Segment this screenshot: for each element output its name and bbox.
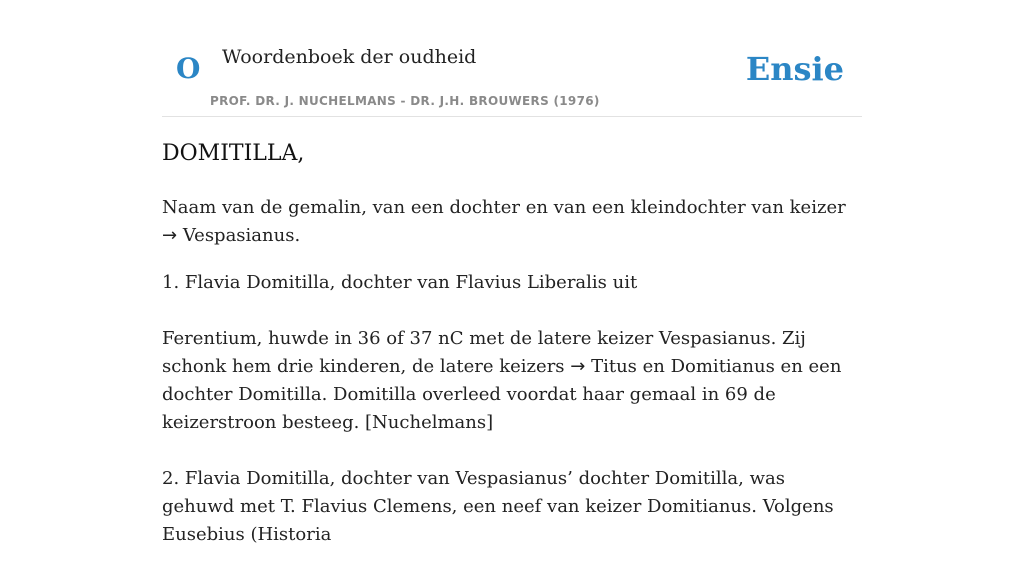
book-title-link[interactable]: Woordenboek der oudheid bbox=[222, 46, 477, 68]
paragraph-2-text-end: Titus en Domitianus en een dochter Domitilla. Domitilla overleed voordat haar gemaal in 69 de keizerstroon besteeg. [Nuchelmans] bbox=[162, 356, 842, 433]
letter-index-link[interactable]: O bbox=[176, 52, 201, 85]
paragraph-3: 2. Flavia Domitilla, dochter van Vespasianus’ dochter Domitilla, was gehuwd met T. Flavius Clemens, een neef van keizer Domitianus. Volgens Eusebius (Historia bbox=[162, 468, 834, 545]
ensie-logo[interactable]: Ensie bbox=[745, 50, 844, 88]
entry-intro bbox=[162, 194, 862, 250]
entry-title: DOMITILLA, bbox=[162, 141, 305, 166]
intro-text-end: Vespasianus. bbox=[177, 225, 301, 246]
titus-link-arrow-icon[interactable]: → bbox=[570, 356, 586, 377]
article bbox=[162, 136, 862, 568]
paragraph-2-text: Ferentium, huwde in 36 of 37 nC met de latere keizer Vespasianus. Zij schonk hem drie kinderen, de latere keizers bbox=[162, 328, 806, 377]
header bbox=[162, 0, 862, 117]
paragraph-1: 1. Flavia Domitilla, dochter van Flavius Liberalis uit bbox=[162, 272, 638, 293]
book-authors: PROF. DR. J. NUCHELMANS - DR. J.H. BROUWERS (1976) bbox=[210, 94, 600, 108]
intro-text: Naam van de gemalin, van een dochter en van een kleindochter van keizer bbox=[162, 197, 846, 218]
vespasianus-link-arrow-icon[interactable]: → bbox=[162, 225, 178, 246]
paragraph-2 bbox=[162, 325, 862, 437]
